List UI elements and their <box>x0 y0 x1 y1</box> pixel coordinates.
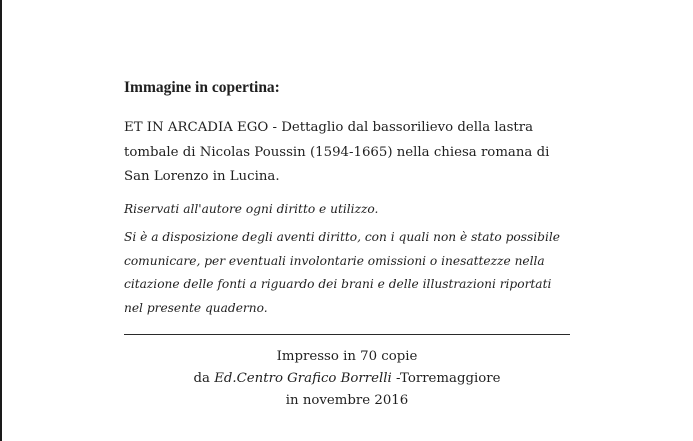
disclaimer-line: citazione delle fonti a riguardo dei brani e delle illustrazioni riportati <box>124 277 552 291</box>
caption-line: tombale di Nicolas Poussin (1594-1665) nella chiesa romana di <box>124 144 550 160</box>
cover-image-heading: Immagine in copertina: <box>124 79 280 96</box>
printer-line <box>124 368 570 390</box>
page-edge <box>0 0 2 441</box>
horizontal-divider <box>124 334 570 335</box>
disclaimer-line: Si è a disposizione degli aventi diritto, con i quali non è stato possibile <box>124 230 560 244</box>
printer-prefix: da <box>193 371 215 386</box>
disclaimer-line: comunicare, per eventuali involontarie omissioni o inesattezze nella <box>124 253 545 268</box>
print-date: in novembre 2016 <box>285 393 409 408</box>
cover-image-caption <box>124 116 594 190</box>
colophon <box>124 346 570 412</box>
copyright-disclaimer <box>124 226 594 320</box>
print-run: Impresso in 70 copie <box>276 349 418 364</box>
printer-name: Ed.Centro Grafico Borrelli <box>214 371 392 386</box>
rights-reserved-note: Riservati all'autore ogni diritto e utilizzo. <box>124 202 379 216</box>
caption-line: ET IN ARCADIA EGO - Dettaglio dal bassorilievo della lastra <box>124 120 534 135</box>
printer-location: -Torremaggiore <box>391 371 501 386</box>
disclaimer-line: nel presente quaderno. <box>124 300 268 315</box>
caption-line: San Lorenzo in Lucina. <box>124 169 280 184</box>
